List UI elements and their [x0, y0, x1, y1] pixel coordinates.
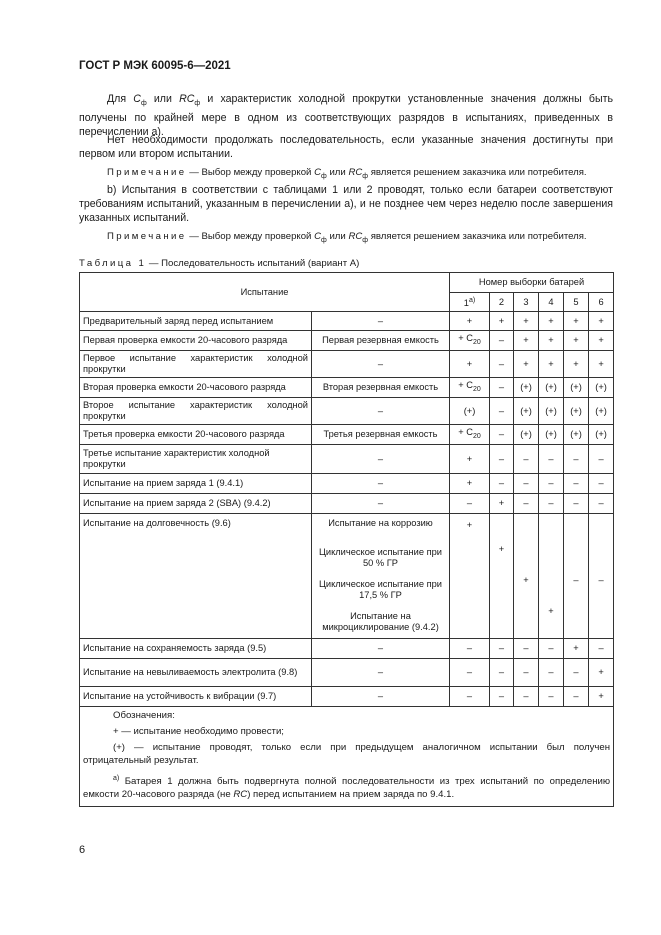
cell: –: [589, 639, 614, 659]
test-name: Предварительный заряд перед испытанием: [80, 312, 312, 331]
test-name: Испытание на долговечность (9.6): [80, 514, 312, 639]
test-name: Вторая проверка емкости 20-часового разряда: [80, 378, 312, 398]
table-legend: [80, 707, 614, 807]
note-1: Примечание — Выбор между проверкой $C_ф$ или $RC_ф$ является решением заказчика или потребителя.: [107, 167, 587, 180]
test-sub: –: [312, 351, 450, 378]
cell: –: [564, 687, 589, 707]
cell: +: [564, 331, 589, 351]
cell: (+): [589, 378, 614, 398]
cell: +: [450, 445, 490, 474]
cell: –: [564, 474, 589, 494]
cell: –: [514, 445, 539, 474]
test-sub: –: [312, 659, 450, 687]
cell: –: [490, 659, 514, 687]
paragraph-values: Для $C_ф$ или $RC_ф$ и характеристик холодной прокрутки установленные значения должны быть получены по крайней мере в одном из соответствующих разрядов в испытаниях, приведенных в перечислении а).: [79, 93, 613, 139]
cell: (+): [564, 378, 589, 398]
cell: –: [589, 514, 614, 639]
cell: –: [539, 659, 564, 687]
paragraph-sequence: Нет необходимости продолжать последовательность, если указанные значения достигнуты при первом или втором испытании.: [79, 134, 613, 160]
test-sub: –: [312, 474, 450, 494]
legend-plus: + — испытание необходимо провести;: [113, 726, 284, 738]
test-name: Испытание на устойчивость к вибрации (9.7): [80, 687, 312, 707]
test-name: Испытание на сохраняемость заряда (9.5): [80, 639, 312, 659]
cell: +: [490, 494, 514, 514]
cell: +: [514, 331, 539, 351]
test-sub: –: [312, 687, 450, 707]
table-row: [80, 659, 614, 687]
cell: –: [564, 659, 589, 687]
cell: +: [514, 514, 539, 639]
table-row: [80, 687, 614, 707]
cell: –: [589, 445, 614, 474]
table-row: [80, 445, 614, 474]
table-row: [80, 639, 614, 659]
cell: (+): [514, 425, 539, 445]
cell: +: [539, 312, 564, 331]
cell: –: [539, 494, 564, 514]
cell: +: [450, 351, 490, 378]
cell: +: [450, 474, 490, 494]
test-sequence-table: [79, 272, 614, 807]
cell: (+): [589, 425, 614, 445]
cell: –: [490, 639, 514, 659]
durability-sub-microcycle: Испытание на микроциклирование (9.4.2): [312, 606, 450, 639]
table-row: [80, 331, 614, 351]
durability-sub-corrosion: Испытание на коррозию: [312, 514, 450, 543]
cell: –: [514, 639, 539, 659]
legend-conditional: (+) — испытание проводят, только если при предыдущем аналогичном испытании был получен отрицательный результат.: [83, 742, 611, 767]
cell: (+): [539, 425, 564, 445]
legend-cell: [80, 707, 614, 807]
cell: –: [490, 398, 514, 425]
cell: +: [589, 687, 614, 707]
cell: (+): [564, 425, 589, 445]
header-sample-number: Номер выборки батарей: [450, 273, 614, 293]
cell: +: [564, 639, 589, 659]
test-sub: Третья резервная емкость: [312, 425, 450, 445]
col-1: 1$^{a)}$: [450, 293, 490, 312]
cell: +: [490, 514, 514, 639]
col-3: 3: [514, 293, 539, 312]
cell: +: [564, 351, 589, 378]
cell: +: [450, 312, 490, 331]
cell: +: [589, 351, 614, 378]
cell: (+): [450, 398, 490, 425]
cell: –: [589, 474, 614, 494]
test-name: Первая проверка емкости 20-часового разряда: [80, 331, 312, 351]
cell: –: [539, 687, 564, 707]
cell: (+): [589, 398, 614, 425]
cell: –: [564, 494, 589, 514]
legend-footnote: $^{а)}$ Батарея 1 должна быть подвергнута полной последовательности из трех испытаний по определению емкости 20-часового разряда (не RC) перед испытанием на прием заряда по 9.4.1.: [83, 775, 611, 801]
cell: –: [490, 474, 514, 494]
cell: (+): [539, 378, 564, 398]
cell-capacity: + $C_{20}$: [450, 331, 490, 351]
cell: –: [490, 445, 514, 474]
cell: (+): [564, 398, 589, 425]
cell: +: [450, 514, 490, 639]
test-sub: –: [312, 312, 450, 331]
cell: –: [450, 639, 490, 659]
table-row: [80, 474, 614, 494]
cell: +: [514, 312, 539, 331]
legend-title: Обозначения:: [113, 710, 175, 722]
col-6: 6: [589, 293, 614, 312]
paragraph-b: b) Испытания в соответствии с таблицами 1 или 2 проводят, только если батареи соответствуют требованиям испытаний, указанным в перечислении а), и не позднее чем через неделю после завершения указанных испытаний.: [79, 184, 613, 224]
document-header: ГОСТ Р МЭК 60095-6—2021: [79, 60, 231, 72]
cell: –: [514, 659, 539, 687]
cell: –: [450, 659, 490, 687]
cell: –: [450, 687, 490, 707]
test-name: Испытание на прием заряда 2 (SBA) (9.4.2): [80, 494, 312, 514]
cell: –: [490, 425, 514, 445]
cell: –: [539, 445, 564, 474]
table-row: [80, 494, 614, 514]
cell: –: [450, 494, 490, 514]
cell: –: [490, 351, 514, 378]
cell: –: [490, 378, 514, 398]
cell: –: [564, 514, 589, 639]
test-name: Испытание на прием заряда 1 (9.4.1): [80, 474, 312, 494]
test-sub: –: [312, 398, 450, 425]
test-name: Третье испытание характеристик холодной прокрутки: [80, 445, 312, 474]
cell: +: [539, 331, 564, 351]
test-sub: –: [312, 445, 450, 474]
cell: +: [589, 312, 614, 331]
cell: –: [514, 474, 539, 494]
cell: –: [490, 687, 514, 707]
col-4: 4: [539, 293, 564, 312]
cell: –: [539, 639, 564, 659]
cell: +: [539, 514, 564, 639]
cell: –: [490, 331, 514, 351]
cell: +: [514, 351, 539, 378]
table-row-durability: [80, 514, 614, 543]
cell: +: [564, 312, 589, 331]
durability-sub-cycle-17: Циклическое испытание при 17,5 % ГР: [312, 574, 450, 606]
test-sub: Вторая резервная емкость: [312, 378, 450, 398]
col-5: 5: [564, 293, 589, 312]
test-name: Второе испытание характеристик холодной прокрутки: [80, 398, 312, 425]
cell: +: [589, 659, 614, 687]
cell-capacity: + $C_{20}$: [450, 425, 490, 445]
table-row: [80, 425, 614, 445]
cell: (+): [539, 398, 564, 425]
cell: –: [514, 494, 539, 514]
cell-capacity: + $C_{20}$: [450, 378, 490, 398]
table-row: [80, 378, 614, 398]
test-sub: Первая резервная емкость: [312, 331, 450, 351]
cell: (+): [514, 398, 539, 425]
table-row: [80, 312, 614, 331]
cell: +: [490, 312, 514, 331]
note-2: Примечание — Выбор между проверкой $C_ф$ или $RC_ф$ является решением заказчика или потребителя.: [107, 231, 587, 244]
table-row: [80, 398, 614, 425]
cell: –: [589, 494, 614, 514]
header-test: Испытание: [80, 273, 450, 312]
test-sub: –: [312, 494, 450, 514]
cell: +: [539, 351, 564, 378]
cell: –: [514, 687, 539, 707]
table-caption: Таблица 1 — Последовательность испытаний (вариант А): [79, 258, 360, 269]
test-name: Испытание на невыливаемость электролита (9.8): [80, 659, 312, 687]
test-sub: –: [312, 639, 450, 659]
page-number: 6: [79, 844, 86, 856]
test-name: Первое испытание характеристик холодной прокрутки: [80, 351, 312, 378]
cell: –: [564, 445, 589, 474]
durability-sub-cycle-50: Циклическое испытание при 50 % ГР: [312, 543, 450, 574]
cell: (+): [514, 378, 539, 398]
cell: –: [539, 474, 564, 494]
col-2: 2: [490, 293, 514, 312]
cell: +: [589, 331, 614, 351]
table-row: [80, 351, 614, 378]
test-name: Третья проверка емкости 20-часового разряда: [80, 425, 312, 445]
